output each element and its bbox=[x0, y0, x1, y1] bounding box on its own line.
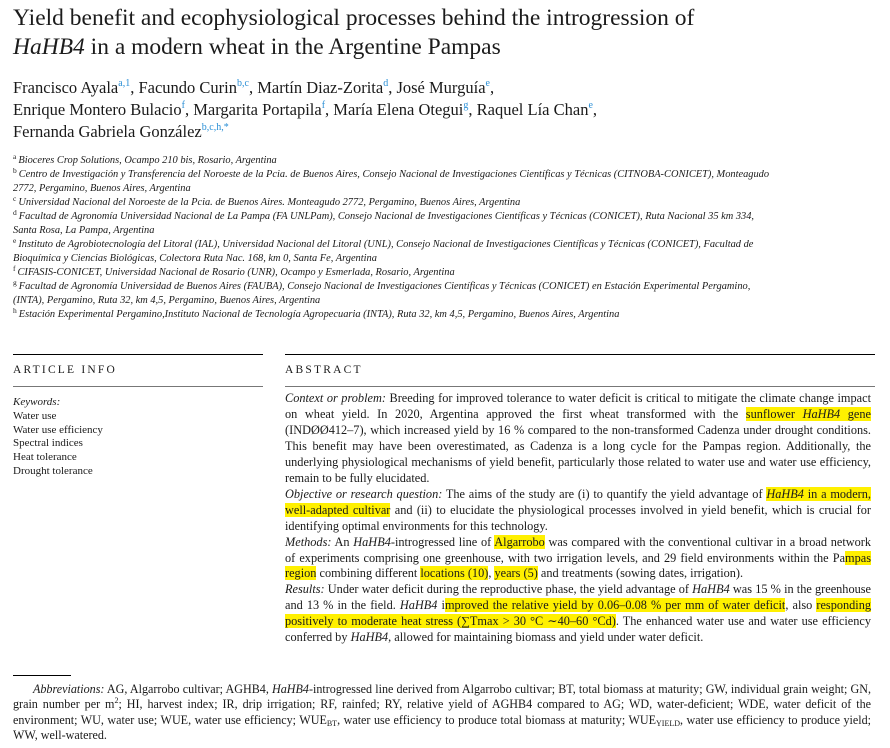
affiliation-item: $^e$ Instituto de Agrobiotecnología del Litoral (IAL), Universidad Nacional del Litoral (UNL), Consejo Nacional de Investigaciones Científicas y Técnicas (CONICET), Facultad de Bioquímica y Ciencias Biológicas, Colectora Ruta Nac. 168, km 0, Santa Fe, Argentina bbox=[13, 236, 754, 264]
affiliation-marker[interactable]: f bbox=[321, 100, 326, 111]
author-list bbox=[13, 77, 873, 143]
article-info-heading: ARTICLE INFO bbox=[13, 364, 117, 376]
affiliation-item: $^f$ CIFASIS-CONICET, Universidad Nacional de Rosario (UNR), Ocampo y Esmerlada, Rosario, Argentina bbox=[13, 264, 455, 278]
title-gene-name: HaHB4 bbox=[13, 34, 85, 60]
paper-title bbox=[13, 4, 873, 62]
author-name[interactable]: Margarita Portapila bbox=[193, 100, 322, 119]
affiliation-marker[interactable]: d bbox=[383, 78, 389, 89]
abstract-heading: ABSTRACT bbox=[285, 364, 363, 376]
affiliation-item: $^b$ Centro de Investigación y Transferencia del Noroeste de la Pcia. de Buenos Aires, Consejo Nacional de Investigaciones Científicas y Técnicas (CITNOBA-CONICET), Monteagudo 2772, Pergamino, Buenos Aires, Argentina bbox=[13, 166, 770, 194]
highlight: HaHB4 in a modern, well-adapted cultivar bbox=[285, 486, 871, 517]
affiliation-marker[interactable]: e bbox=[485, 78, 490, 89]
affiliation-marker[interactable]: f bbox=[181, 100, 185, 111]
highlight: mproved the relative yield by 0.06–0.08 % per mm of water deficit bbox=[444, 598, 786, 613]
author-name[interactable]: María Elena Otegui bbox=[333, 100, 464, 119]
keywords-label: Keywords: bbox=[13, 396, 61, 408]
title-line-2 bbox=[13, 33, 873, 62]
affiliation-item: $^c$ Universidad Nacional del Noroeste de la Pcia. de Buenos Aires. Monteagudo 2772, Pergamino, Buenos Aires, Argentina bbox=[13, 194, 521, 208]
keyword-item: Water use efficiency bbox=[13, 423, 103, 436]
affiliation-item: $^a$ Bioceres Crop Solutions, Ocampo 210 bis, Rosario, Argentina bbox=[13, 152, 277, 166]
abstract-methods: Methods: An HaHB4-introgressed line of Algarrobo was compared with the conventional cultivar in a broad network of experiments comprising one greenhouse, with two irrigation levels, and 29 field environments within the Pampas region combining different locations (10), years (5) and treatments (sowing dates, irrigation). bbox=[285, 534, 872, 581]
footnote-rule bbox=[13, 675, 71, 676]
article-info-rule-top bbox=[13, 354, 263, 355]
abstract-results: Results: Under water deficit during the reproductive phase, the yield advantage of HaHB4 was 15 % in the greenhouse and 13 % in the field. HaHB4 improved the relative yield by 0.06–0.08 % per mm of water deficit, also responding positively to moderate heat stress (∑Tmax > 30 °C ∼40–60 °Cd). The enhanced water use and water use efficiency conferred by HaHB4, allowed for maintaining biomass and yield under water deficit. bbox=[285, 582, 872, 645]
author-name[interactable]: Enrique Montero Bulacio bbox=[13, 100, 182, 119]
highlight: Algarrobo bbox=[494, 534, 545, 549]
author-name[interactable]: Francisco Ayala bbox=[13, 78, 119, 97]
article-info-heading-rule bbox=[13, 386, 263, 387]
affiliation-item: $^h$ Estación Experimental Pergamino,Instituto Nacional de Tecnología Agropecuaria (INTA), Ruta 32, km 4,5, Pergamino, Buenos Aires, Argentina bbox=[13, 306, 620, 320]
affiliation-marker[interactable]: e bbox=[588, 100, 593, 111]
affiliation-marker[interactable]: b,c,h,* bbox=[201, 122, 229, 133]
author-name[interactable]: Raquel Lía Chan bbox=[476, 100, 589, 119]
affiliation-marker[interactable]: g bbox=[463, 100, 469, 111]
abstract-rule-top bbox=[285, 354, 875, 355]
title-line-2-rest: in a modern wheat in the Argentine Pampas bbox=[84, 34, 501, 60]
author-name[interactable]: Facundo Curin bbox=[138, 78, 237, 97]
keyword-item: Drought tolerance bbox=[13, 464, 93, 477]
author-name[interactable]: José Murguía bbox=[396, 78, 486, 97]
affiliation-marker[interactable]: b,c bbox=[237, 78, 249, 89]
affiliation-item: $^d$ Facultad de Agronomía Universidad Nacional de La Pampa (FA UNLPam), Consejo Nacional de Investigaciones Científicas y Técnicas (CONICET), Ruta Nacional 35 km 334, Santa Rosa, La Pampa, Argentina bbox=[13, 208, 755, 236]
abstract-body bbox=[285, 391, 871, 646]
abstract-context: Context or problem: Breeding for improved tolerance to water deficit is critical to mitigate the climate change impact on wheat yield. In 2020, Argentina approved the first wheat transformed with the sunflower HaHB4 gene (INDØØ412–7), which increased yield by 16 % compared to the non-transformed Cadenza under drought conditions. This benefit may have been overestimated, as Cadenza is a long cycle for the Pampas region. Additionally, the underlying physiological mechanisms of yield benefit, particularly those related to water use and water use efficiency, remain to be fully elucidated. bbox=[285, 391, 871, 485]
title-line-1: Yield benefit and ecophysiological processes behind the introgression of bbox=[13, 5, 695, 31]
abstract-objective: Objective or research question: The aims of the study are (i) to quantify the yield advantage of HaHB4 in a modern, well-adapted cultivar and (ii) to elucidate the physiological processes involved in yield benefit, which is crucial for identifying optimal environments for this technology. bbox=[285, 486, 871, 533]
keyword-item: Spectral indices bbox=[13, 437, 83, 450]
affiliation-list bbox=[13, 154, 773, 322]
highlight: locations (10) bbox=[420, 566, 489, 581]
highlight: mpas region bbox=[285, 550, 871, 581]
article-info bbox=[13, 396, 253, 479]
highlight: responding positively to moderate heat stress (∑Tmax > 30 °C ∼40–60 °Cd) bbox=[285, 598, 872, 629]
author-name[interactable]: Fernanda Gabriela González bbox=[13, 122, 202, 141]
keyword-item: Heat tolerance bbox=[13, 451, 77, 464]
abbreviations-footnote: Abbreviations: AG, Algarrobo cultivar; AGHB4, HaHB4-introgressed line derived from Algarrobo cultivar; BT, total biomass at maturity; GW, individual grain weight; GN, grain number per $m^2$; HI, harvest index; IR, drip irrigation; RF, rainfed; RY, relative yield of AGHB4 compared to AG; WD, water-deficient; WDE, water deficit of the environment; WU, water use; WUE, water use efficiency; $WUE_{BT}$, water use efficiency to produce total biomass at maturity; $WUE_{YIELD}$, water use efficiency to produce yield; WW, well-watered. bbox=[13, 682, 871, 742]
abstract-heading-rule bbox=[285, 386, 875, 387]
highlight: years (5) bbox=[494, 566, 538, 581]
author-line-1: Francisco Ayala$^{a,1}$, Facundo Curin$^{b,c}$, Martín Diaz-Zorita$^d$, José Murguía$^e$, bbox=[13, 78, 495, 97]
keyword-item: Water use bbox=[13, 409, 57, 422]
affiliation-marker[interactable]: a,1 bbox=[118, 78, 131, 89]
author-name[interactable]: Martín Diaz-Zorita bbox=[257, 78, 384, 97]
affiliation-item: $^g$ Facultad de Agronomía Universidad de Buenos Aires (FAUBA), Consejo Nacional de Investigaciones Científicas y Técnicas (CONICET) en Estación Experimental Pergamino, (INTA), Pergamino, Ruta 32, km 4,5, Pergamino, Buenos Aires, Argentina bbox=[13, 278, 751, 306]
author-line-3 bbox=[13, 121, 873, 143]
author-line-2: Enrique Montero Bulacio$^f$, Margarita Portapila$^f$, María Elena Otegui$^g$, Raquel Lía Chan$^e$, bbox=[13, 100, 598, 119]
highlight: sunflower HaHB4 gene bbox=[745, 406, 871, 421]
